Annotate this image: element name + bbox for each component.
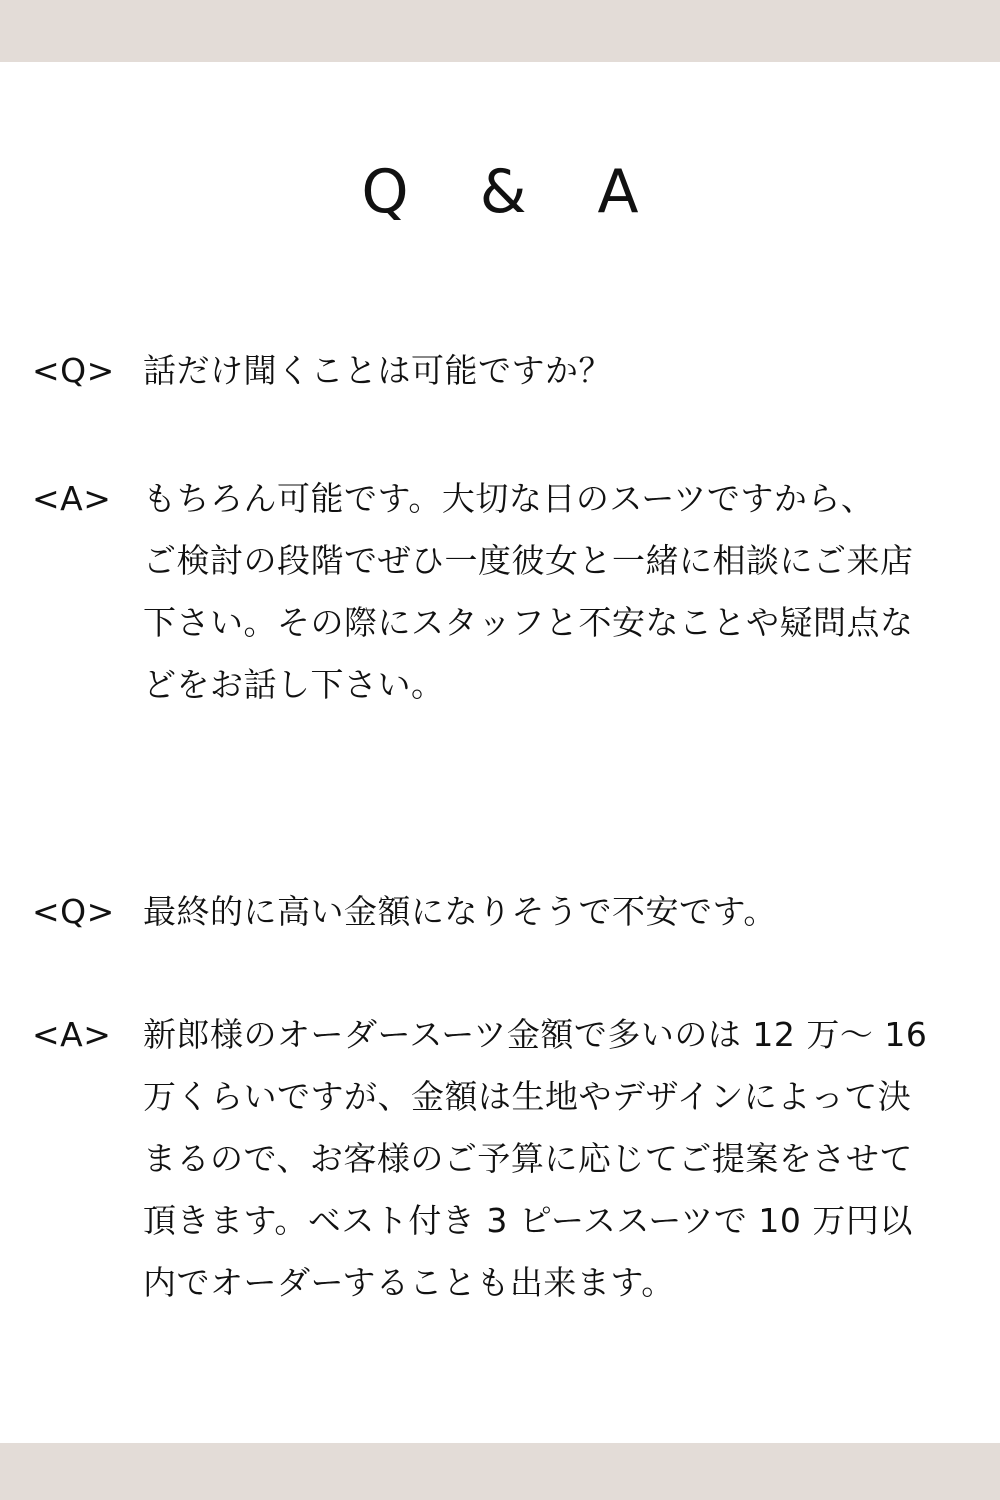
page-title: Q & A xyxy=(361,157,665,227)
answer-line: 新郎様のオーダースーツ金額で多いのは 12 万〜 16 xyxy=(143,1015,928,1054)
question-line: 最終的に高い金額になりそうで不安です。 xyxy=(143,892,777,931)
answer-line: 万くらいですが、金額は生地やデザインによって決 xyxy=(143,1077,912,1116)
answer-text xyxy=(143,1004,953,1314)
question-text xyxy=(143,340,953,402)
answer-line: 内でオーダーすることも出来ます。 xyxy=(143,1263,675,1302)
question-line: 話だけ聞くことは可能ですか？ xyxy=(143,351,612,390)
answer-line: ご検討の段階でぜひ一度彼女と一緒に相談にご来店 xyxy=(143,541,914,580)
answer-line: まるので、お客様のご予算に応じてご提案をさせて xyxy=(143,1139,913,1178)
answer-line: 頂きます。ベスト付き 3 ピーススーツで 10 万円以 xyxy=(143,1201,913,1240)
question-text xyxy=(143,881,953,943)
answer-label: <A> xyxy=(32,1015,112,1054)
answer-label: <A> xyxy=(32,479,112,518)
top-band xyxy=(0,0,1000,62)
answer-line: どをお話し下さい。 xyxy=(143,665,445,704)
question-label: <Q> xyxy=(32,351,115,390)
answer-line: 下さい。その際にスタッフと不安なことや疑問点な xyxy=(143,603,914,642)
bottom-band xyxy=(0,1443,1000,1500)
answer-text xyxy=(143,468,953,716)
answer-line: もちろん可能です。大切な日のスーツですから、 xyxy=(143,479,875,518)
question-label: <Q> xyxy=(32,892,115,931)
